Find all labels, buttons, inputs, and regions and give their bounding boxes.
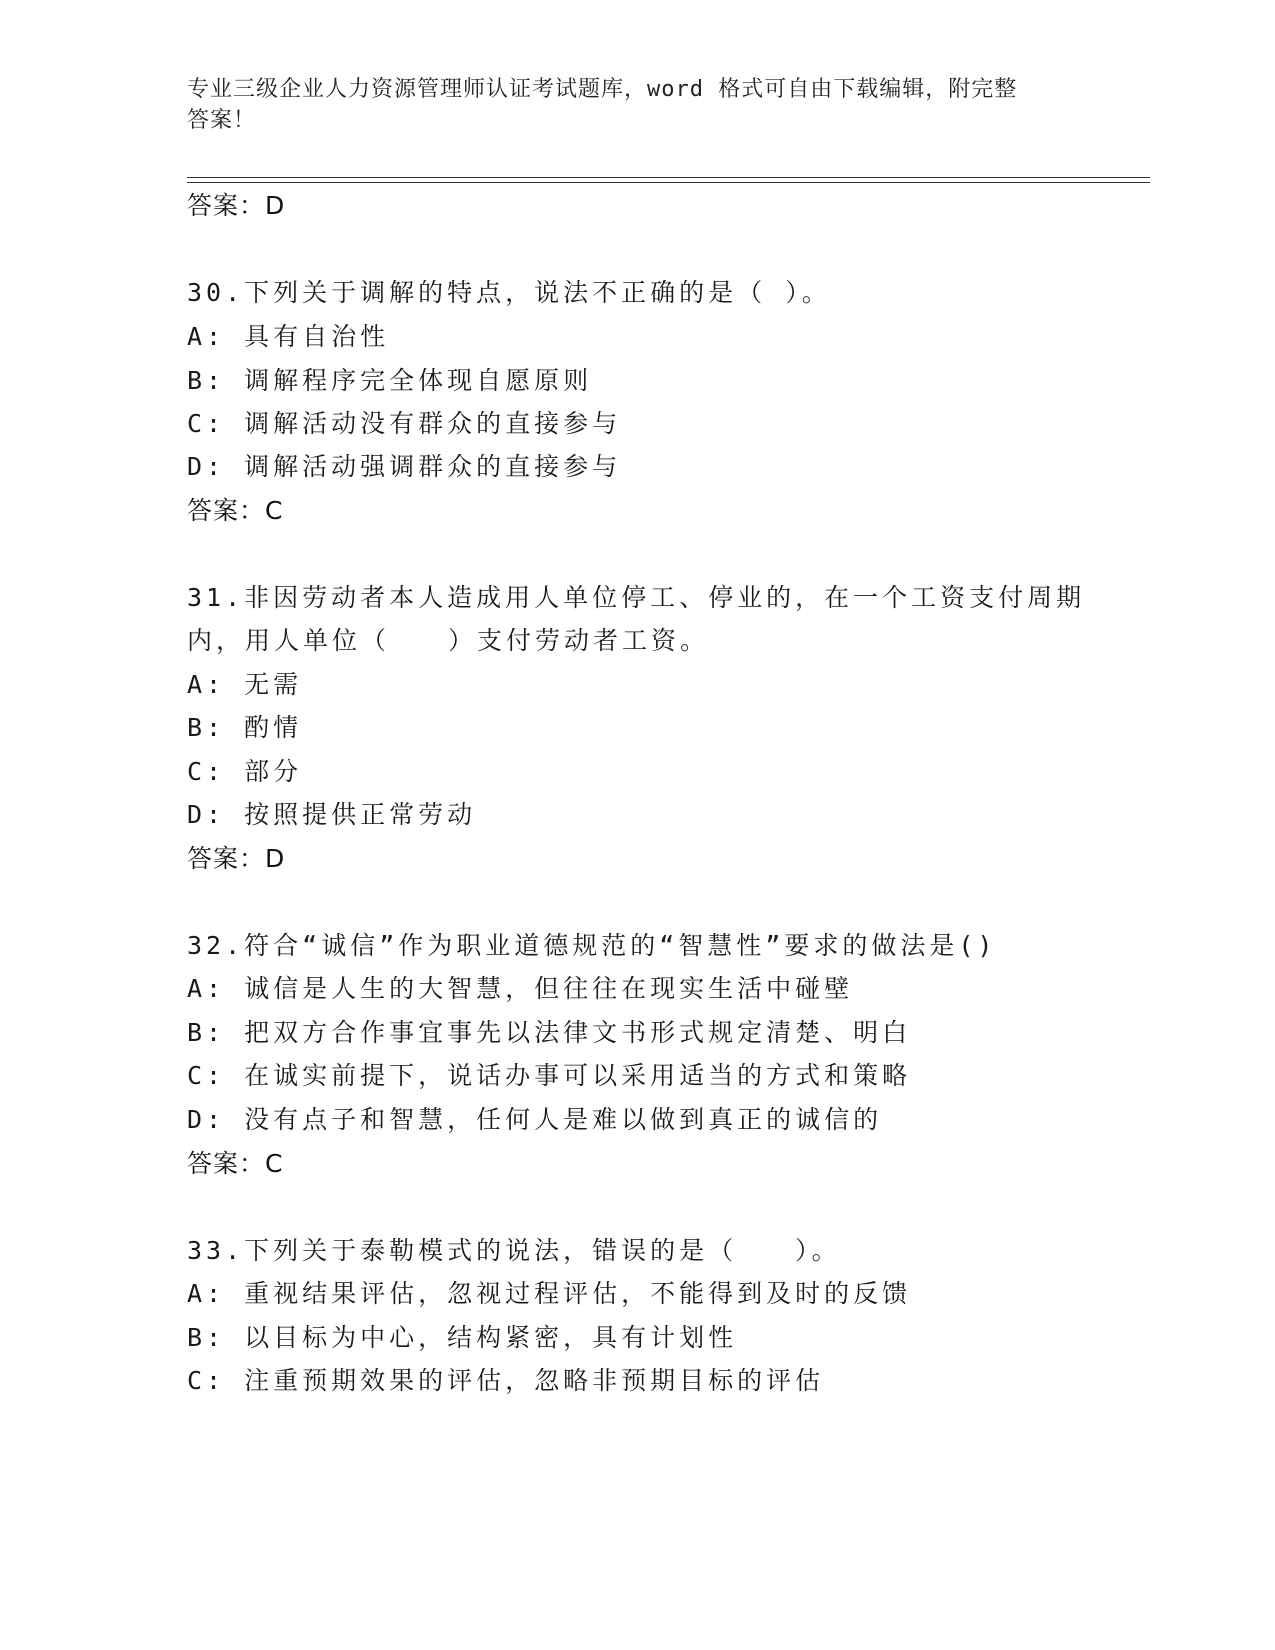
header-line-2: 答案！ — [187, 108, 257, 133]
question-33-option-b: B: 以目标为中心，结构紧密，具有计划性 — [187, 1323, 738, 1352]
question-30-option-b: B: 调解程序完全体现自愿原则 — [187, 366, 593, 395]
question-32-option-c: C: 在诚实前提下，说话办事可以采用适当的方式和策略 — [187, 1061, 912, 1090]
question-31-option-d: D: 按照提供正常劳动 — [187, 800, 477, 829]
question-31-stem-line-1: 31.非因劳动者本人造成用人单位停工、停业的，在一个工资支付周期 — [187, 583, 1086, 612]
question-33-stem: 33.下列关于泰勒模式的说法，错误的是（ ）。 — [187, 1236, 841, 1265]
question-31-option-a: A: 无需 — [187, 670, 303, 699]
question-32-option-b: B: 把双方合作事宜事先以法律文书形式规定清楚、明白 — [187, 1018, 912, 1047]
page-header — [187, 74, 1087, 136]
header-line-1: 专业三级企业人力资源管理师认证考试题库，word 格式可自由下载编辑，附完整 — [187, 77, 1018, 102]
answer-30: 答案：C — [187, 496, 284, 525]
question-31-option-b: B: 酌情 — [187, 713, 303, 742]
answer-29: 答案：D — [187, 191, 286, 220]
answer-31: 答案：D — [187, 844, 286, 873]
question-32-option-a: A: 诚信是人生的大智慧，但往往在现实生活中碰壁 — [187, 974, 854, 1003]
question-31-stem-line-2: 内，用人单位（ ）支付劳动者工资。 — [187, 626, 710, 655]
header-rule-top — [187, 177, 1150, 178]
question-32-option-d: D: 没有点子和智慧，任何人是难以做到真正的诚信的 — [187, 1105, 883, 1134]
question-30-option-a: A: 具有自治性 — [187, 322, 390, 351]
header-rule-bottom — [187, 182, 1150, 183]
question-30-stem: 30.下列关于调解的特点，说法不正确的是（ ）。 — [187, 278, 831, 307]
question-33-option-c: C: 注重预期效果的评估，忽略非预期目标的评估 — [187, 1366, 825, 1395]
question-30-option-d: D: 调解活动强调群众的直接参与 — [187, 452, 622, 481]
question-31-option-c: C: 部分 — [187, 757, 303, 786]
question-32-stem: 32.符合“诚信”作为职业道德规范的“智慧性”要求的做法是() — [187, 931, 997, 960]
question-33-option-a: A: 重视结果评估，忽视过程评估，不能得到及时的反馈 — [187, 1279, 912, 1308]
question-30-option-c: C: 调解活动没有群众的直接参与 — [187, 409, 622, 438]
answer-32: 答案：C — [187, 1149, 284, 1178]
